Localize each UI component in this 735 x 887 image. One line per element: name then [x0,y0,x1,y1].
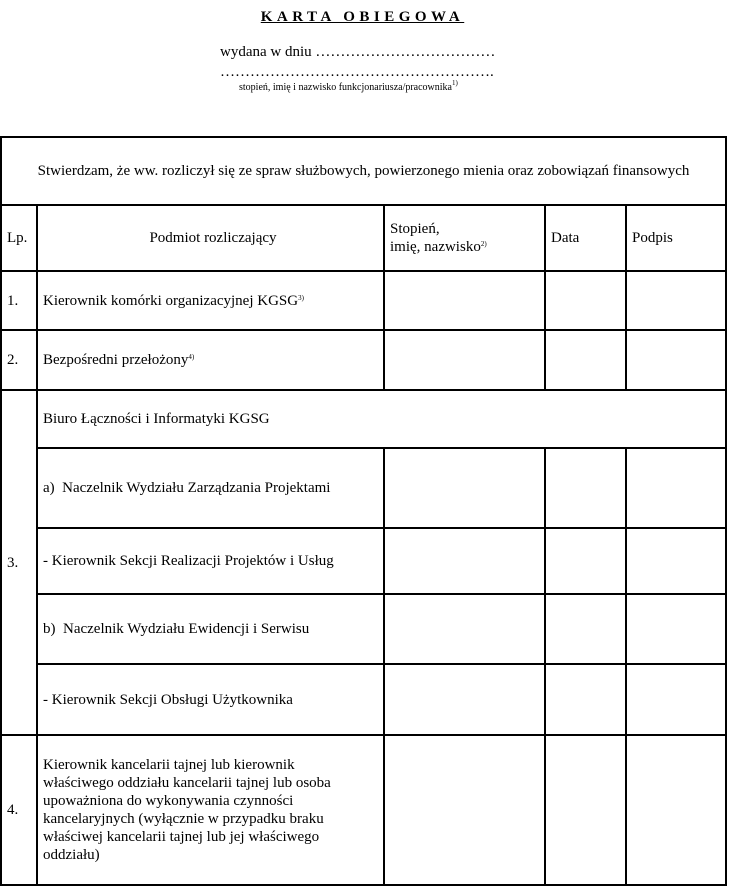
name-cell[interactable] [384,528,545,594]
signature-cell[interactable] [626,735,726,885]
col-header-signature: Podpis [626,205,726,271]
date-cell[interactable] [545,735,626,885]
table-row [1,664,726,735]
footnote-marker: 3) [298,293,304,302]
date-cell[interactable] [545,448,626,528]
table-row [1,528,726,594]
signature-cell[interactable] [626,330,726,390]
name-caption-text: stopień, imię i nazwisko funkcjonariusza/pracownika [239,82,452,93]
footnote-marker: 4) [188,353,195,361]
table-row [1,448,726,528]
col-header-name-line1: Stopień, [390,221,440,237]
date-cell[interactable] [545,271,626,330]
entity-line: upoważniona do wykonywania czynności [43,793,294,809]
col-header-lp: Lp. [1,205,37,271]
name-cell[interactable] [384,594,545,664]
entity-cell: - Kierownik Sekcji Obsługi Użytkownika [37,664,384,735]
name-cell[interactable] [384,271,545,330]
entity-line: właściwej kancelarii tajnej lub jej właściwego [43,829,320,845]
name-cell[interactable] [384,664,545,735]
name-cell[interactable] [384,448,545,528]
clearance-table [0,136,727,886]
entity-line: Kierownik kancelarii tajnej lub kierownik [43,757,295,773]
caption-footnote: 1) [452,79,458,87]
name-cell[interactable] [384,735,545,885]
entity-line: właściwego oddziału kancelarii tajnej lub osoba [43,775,331,791]
name-cell[interactable] [384,330,545,390]
table-row [1,330,726,390]
signature-cell[interactable] [626,448,726,528]
entity-label: Kierownik komórki organizacyjnej KGSG [43,292,299,309]
row-number: 4. [1,735,37,885]
name-caption [239,79,458,93]
statement-row [1,137,726,205]
signature-cell[interactable] [626,664,726,735]
date-cell[interactable] [545,330,626,390]
statement-text: Stwierdzam, że ww. rozliczył się ze spraw służbowych, powierzonego mienia oraz zobowiązań finansowych [1,137,726,205]
entity-cell: b) Naczelnik Wydziału Ewidencji i Serwisu [37,594,384,664]
entity-cell [37,330,384,390]
header-row [1,205,726,271]
date-cell[interactable] [545,594,626,664]
table-row [1,594,726,664]
row-number: 1. [1,271,37,330]
date-cell[interactable] [545,528,626,594]
name-fill-line: ………………………………………………. [220,64,494,80]
entity-cell: - Kierownik Sekcji Realizacji Projektów i Usług [37,528,384,594]
row-number: 3. [1,390,37,735]
document-title: KARTA OBIEGOWA [260,9,465,25]
entity-cell [37,271,384,330]
table-row [1,390,726,448]
entity-line: oddziału) [43,847,100,863]
table-row [1,271,726,330]
col-header-entity: Podmiot rozliczający [37,205,384,271]
col-header-date: Data [545,205,626,271]
table-row [1,735,726,885]
signature-cell[interactable] [626,528,726,594]
entity-line: kancelaryjnych (wyłącznie w przypadku braku [43,811,324,827]
group-heading: Biuro Łączności i Informatyki KGSG [37,390,726,448]
entity-label: Bezpośredni przełożony [43,352,189,368]
col-header-name [384,205,545,271]
col-header-name-footnote: 2) [480,240,487,248]
entity-cell [37,735,384,885]
date-cell[interactable] [545,664,626,735]
row-number: 2. [1,330,37,390]
col-header-name-line2: imię, nazwisko [390,239,481,255]
issued-date-line: wydana w dniu ……………………………… [220,44,496,60]
entity-cell: a) Naczelnik Wydziału Zarządzania Projektami [37,448,384,528]
signature-cell[interactable] [626,271,726,330]
signature-cell[interactable] [626,594,726,664]
